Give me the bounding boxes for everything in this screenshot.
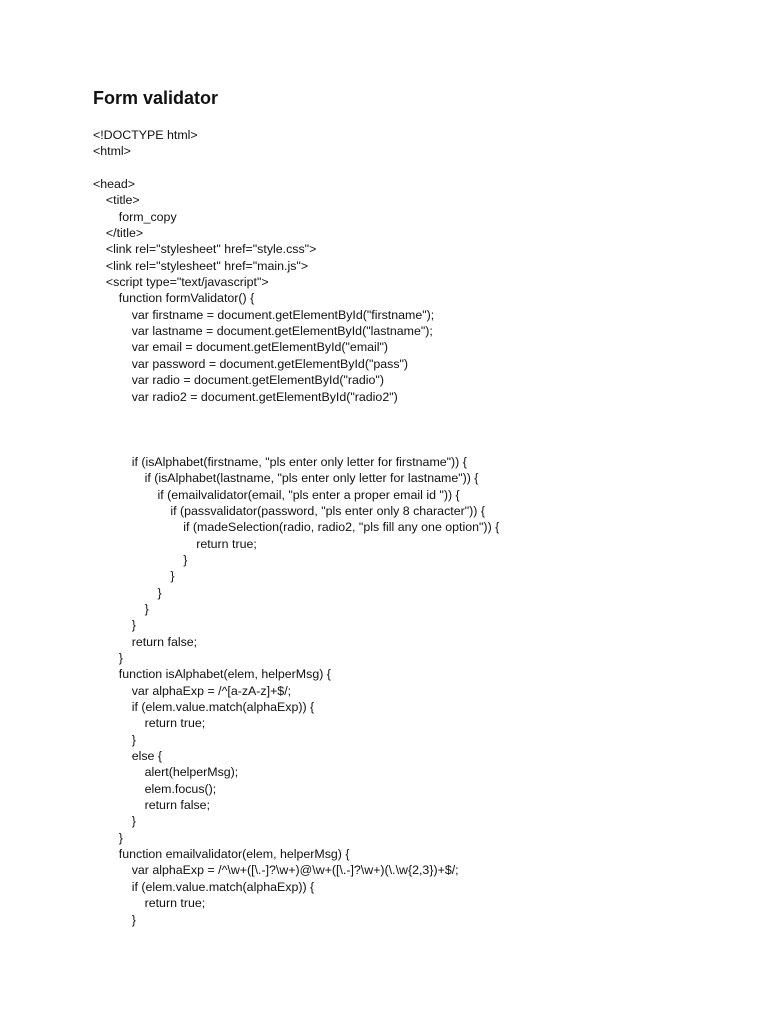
- code-line: }: [170, 569, 175, 584]
- code-listing: [93, 127, 753, 928]
- code-line: var firstname = document.getElementById("firstname");: [131, 307, 435, 322]
- code-line: return true;: [144, 896, 206, 911]
- code-line: if (elem.value.match(alphaExp)) {: [131, 700, 315, 715]
- code-line: }: [118, 651, 123, 665]
- code-line: if (emailvalidator(email, "pls enter a proper email id ")) {: [157, 487, 460, 502]
- code-line: var radio = document.getElementById("radio"): [131, 373, 384, 388]
- code-line: var email = document.getElementById("email"): [131, 340, 389, 355]
- code-line: if (elem.value.match(alphaExp)) {: [131, 879, 315, 894]
- code-line: return true;: [196, 536, 257, 551]
- code-line: form_copy: [118, 209, 177, 224]
- code-line: <script type="text/javascript">: [105, 275, 269, 290]
- code-line: }: [131, 814, 136, 829]
- code-line: if (isAlphabet(lastname, "pls enter only letter for lastname")) {: [144, 471, 479, 486]
- code-line: }: [131, 732, 136, 747]
- code-line: if (passvalidator(password, "pls enter only 8 character")) {: [170, 503, 485, 518]
- code-line: <link rel="stylesheet" href="main.js">: [105, 258, 309, 273]
- code-line: return false;: [131, 634, 198, 649]
- code-line: alert(helperMsg);: [144, 765, 239, 780]
- blank-line: [93, 421, 753, 437]
- code-line: var lastname = document.getElementById("lastname");: [131, 324, 433, 339]
- code-line: }: [118, 830, 123, 845]
- blank-line: [93, 160, 753, 176]
- code-line: var alphaExp = /^[a-zA-z]+$/;: [131, 683, 292, 698]
- code-line: }: [131, 912, 136, 927]
- code-line: else {: [131, 749, 162, 764]
- code-line: if (madeSelection(radio, radio2, "pls fill any one option")) {: [183, 520, 500, 535]
- code-line: }: [157, 585, 162, 600]
- blank-line: [93, 405, 753, 421]
- code-line: function isAlphabet(elem, helperMsg) {: [118, 667, 331, 682]
- code-line: </title>: [105, 226, 144, 241]
- code-line: <head>: [93, 177, 136, 192]
- code-line: var radio2 = document.getElementById("radio2"): [131, 389, 398, 404]
- code-line: elem.focus();: [144, 781, 217, 796]
- code-line: var password = document.getElementById("pass"): [131, 356, 409, 371]
- code-line: function emailvalidator(elem, helperMsg) {: [118, 847, 350, 862]
- code-line: <title>: [105, 193, 140, 208]
- document-title: Form validator: [93, 88, 219, 108]
- blank-line: [93, 438, 753, 454]
- code-line: }: [144, 601, 149, 616]
- code-line: var alphaExp = /^\w+([\.-]?\w+)@\w+([\.-]?\w+)(\.\w{2,3})+$/;: [131, 863, 459, 878]
- code-line: <!DOCTYPE html>: [93, 128, 198, 142]
- code-line: }: [131, 618, 136, 633]
- code-line: }: [183, 552, 188, 567]
- code-line: <link rel="stylesheet" href="style.css">: [105, 242, 317, 257]
- code-line: return true;: [144, 716, 206, 731]
- code-line: <html>: [93, 144, 131, 159]
- code-line: return false;: [144, 798, 211, 813]
- code-line: if (isAlphabet(firstname, "pls enter only letter for firstname")) {: [131, 454, 467, 469]
- code-line: function formValidator() {: [118, 291, 255, 306]
